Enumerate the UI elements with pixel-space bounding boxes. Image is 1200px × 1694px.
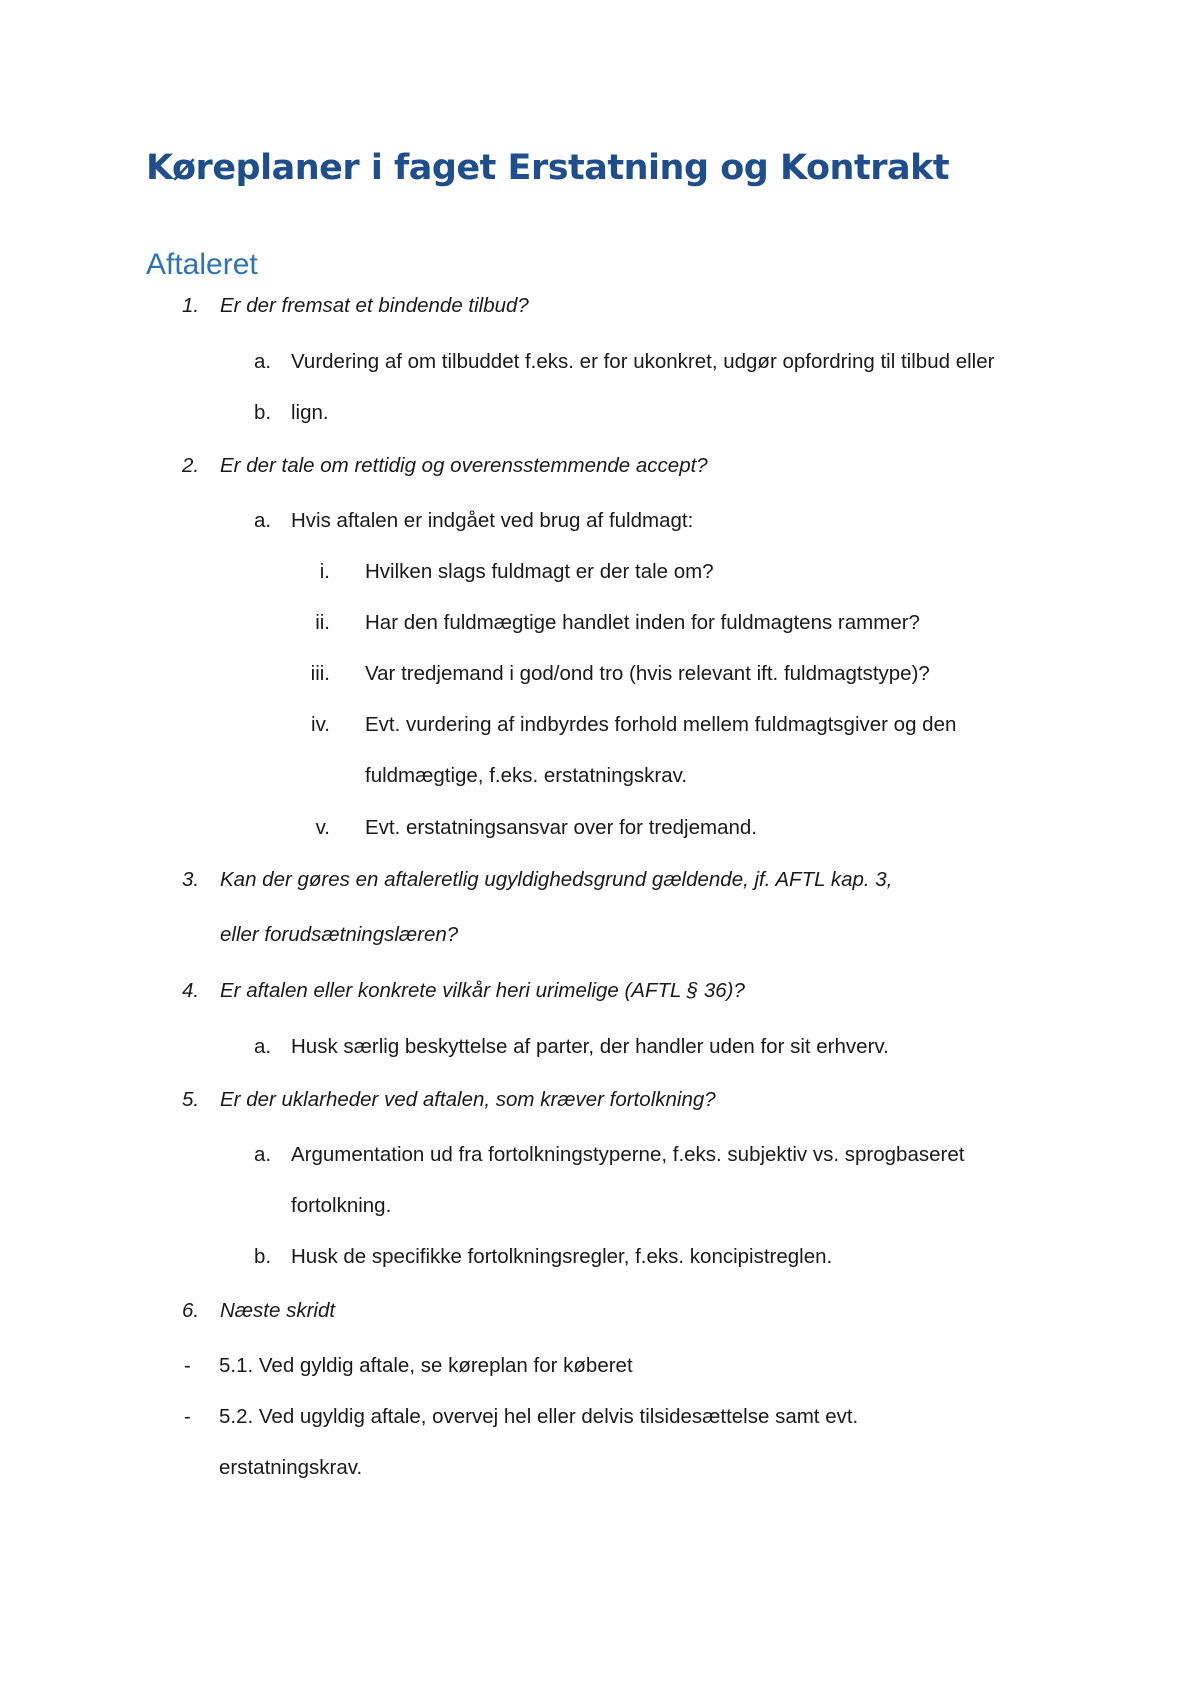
bullet-text: 5.1. Ved gyldig aftale, se køreplan for køberet <box>219 1354 633 1377</box>
sublist-marker: b. <box>254 1245 272 1268</box>
sublist-marker: b. <box>254 401 272 424</box>
question-text: Næste skridt <box>220 1299 336 1322</box>
roman-text: Hvilken slags fuldmagt er der tale om? <box>365 560 714 583</box>
question-text: Er der uklarheder ved aftalen, som kræver fortolkning? <box>220 1088 716 1111</box>
roman-marker: v. <box>315 816 330 839</box>
sublist-text-continuation: fortolkning. <box>291 1194 392 1217</box>
roman-text: Har den fuldmægtige handlet inden for fuldmagtens rammer? <box>365 611 920 634</box>
roman-text: Var tredjemand i god/ond tro (hvis relevant ift. fuldmagtstype)? <box>365 662 930 685</box>
list-marker: 3. <box>182 868 200 891</box>
list-marker: 5. <box>182 1088 200 1111</box>
sublist-text: Argumentation ud fra fortolkningstyperne, f.eks. subjektiv vs. sprogbaseret <box>291 1143 965 1166</box>
sublist-marker: a. <box>254 1143 272 1166</box>
question-text-continuation: eller forudsætningslæren? <box>220 923 459 946</box>
question-text: Kan der gøres en aftaleretlig ugyldighedsgrund gældende, jf. AFTL kap. 3, <box>220 868 893 891</box>
list-marker: 1. <box>182 294 200 317</box>
bullet-text-continuation: erstatningskrav. <box>219 1456 363 1479</box>
list-marker: 2. <box>182 454 200 477</box>
document-title: Køreplaner i faget Erstatning og Kontrakt <box>146 148 950 188</box>
roman-text: Evt. erstatningsansvar over for tredjemand. <box>365 816 757 839</box>
sublist-marker: a. <box>254 509 272 532</box>
roman-marker: iii. <box>310 662 330 685</box>
bullet-text: 5.2. Ved ugyldig aftale, overvej hel eller delvis tilsidesættelse samt evt. <box>219 1405 859 1428</box>
sublist-text: lign. <box>291 401 329 424</box>
section-heading: Aftaleret <box>146 248 258 281</box>
roman-marker: ii. <box>315 611 330 634</box>
bullet-marker: - <box>184 1354 191 1377</box>
sublist-text: Husk særlig beskyttelse af parter, der handler uden for sit erhverv. <box>291 1035 889 1058</box>
list-marker: 4. <box>182 979 200 1002</box>
sublist-text: Hvis aftalen er indgået ved brug af fuldmagt: <box>291 509 694 532</box>
question-text: Er aftalen eller konkrete vilkår heri urimelige (AFTL § 36)? <box>220 979 745 1002</box>
sublist-marker: a. <box>254 1035 272 1058</box>
roman-marker: iv. <box>311 713 330 736</box>
roman-text-continuation: fuldmægtige, f.eks. erstatningskrav. <box>365 764 688 787</box>
roman-marker: i. <box>319 560 330 583</box>
bullet-marker: - <box>184 1405 191 1428</box>
sublist-marker: a. <box>254 350 272 373</box>
sublist-text: Vurdering af om tilbuddet f.eks. er for ukonkret, udgør opfordring til tilbud eller <box>291 350 995 373</box>
sublist-text: Husk de specifikke fortolkningsregler, f.eks. koncipistreglen. <box>291 1245 833 1268</box>
roman-text: Evt. vurdering af indbyrdes forhold mellem fuldmagtsgiver og den <box>365 713 957 736</box>
question-text: Er der fremsat et bindende tilbud? <box>220 294 529 317</box>
list-marker: 6. <box>182 1299 200 1322</box>
question-text: Er der tale om rettidig og overensstemmende accept? <box>220 454 708 477</box>
